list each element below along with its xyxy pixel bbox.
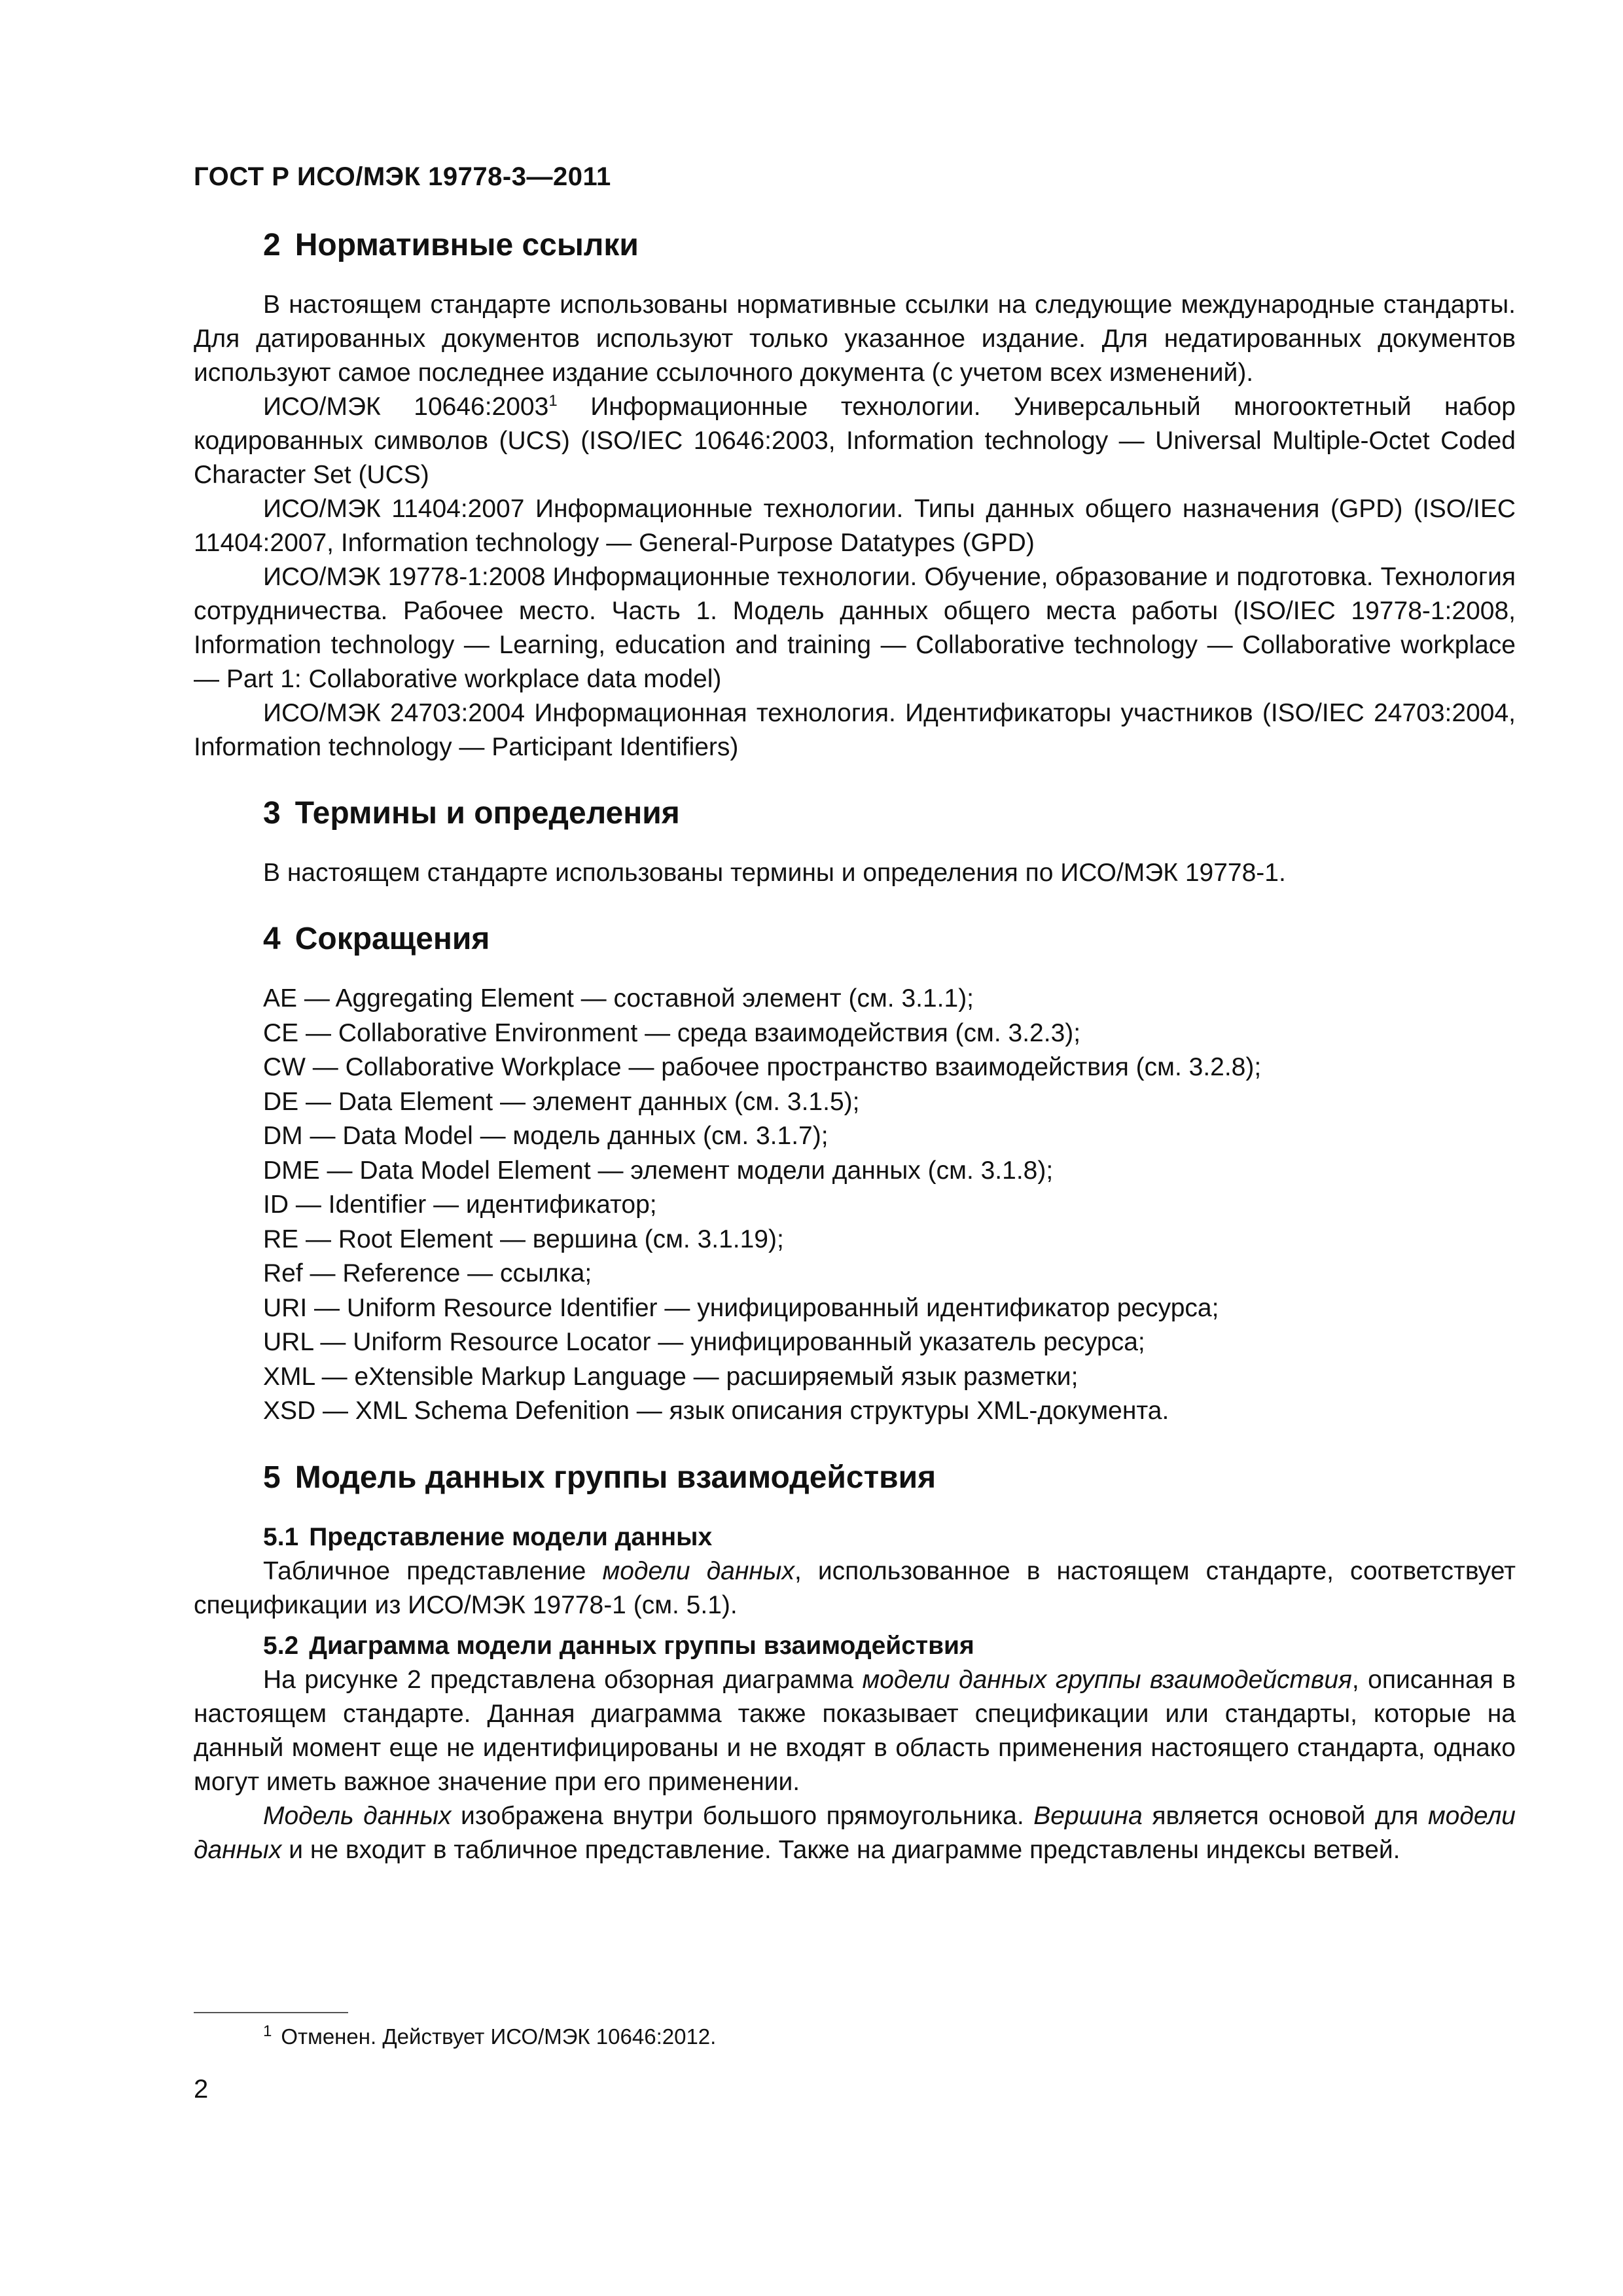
subsection-5-2-title: Диаграмма модели данных группы взаимодействия [309,1631,974,1660]
text-run: Табличное представление [263,1556,603,1585]
text-run: является основой для [1142,1801,1428,1830]
section-4-number: 4 [263,922,281,956]
section-3-number: 3 [263,796,281,831]
abbreviation-item: XML — eXtensible Markup Language — расширяемый язык разметки; [263,1362,1079,1391]
section-3-title: Термины и определения [294,796,680,831]
text-run: и не входит в табличное представление. Также на диаграмме представлены индексы ветвей. [281,1835,1400,1864]
subsection-5-2-number: 5.2 [263,1631,299,1660]
section-2-number: 2 [263,228,281,262]
italic-term: Модель данных [263,1801,452,1830]
abbreviations-list [194,982,1516,1429]
subsection-5-1-heading [194,1520,1516,1554]
subsection-5-2-paragraph-1 [194,1663,1516,1799]
section-5-heading [194,1455,1516,1501]
footnote-divider [194,2012,348,2013]
page-number: 2 [194,2075,209,2104]
abbreviation-item: DE — Data Element — элемент данных (см. 3.1.5); [263,1087,860,1116]
italic-term: модели данных [602,1556,794,1585]
normative-ref-iso24703: ИСО/МЭК 24703:2004 Информационная технология. Идентификаторы участников (ISO/IEC 24703:2004, Information technology — Participant Identifiers) [194,699,1516,761]
section-2-heading [194,223,1516,268]
page-content [194,223,1516,1867]
subsection-5-2-heading [194,1629,1516,1663]
section-3-text: В настоящем стандарте использованы термины и определения по ИСО/МЭК 19778-1. [263,859,1286,887]
abbreviation-item: AE — Aggregating Element — составной элемент (см. 3.1.1); [263,984,974,1013]
subsection-5-1-number: 5.1 [263,1522,299,1551]
abbreviation-item: CW — Collaborative Workplace — рабочее пространство взаимодействия (см. 3.2.8); [263,1053,1262,1081]
footnote-text: Отменен. Действует ИСО/МЭК 10646:2012. [281,2024,717,2049]
footnote-ref-mark: 1 [548,392,558,410]
abbreviation-item: CE — Collaborative Environment — среда взаимодействия (см. 3.2.3); [263,1018,1081,1047]
abbreviation-item: URL — Uniform Resource Locator — унифицированный указатель ресурса; [263,1328,1145,1356]
abbreviation-item: DM — Data Model — модель данных (см. 3.1.7); [263,1122,829,1150]
abbreviation-item: ID — Identifier — идентификатор; [263,1191,657,1219]
abbreviation-item: XSD — XML Schema Defenition — язык описания структуры XML-документа. [263,1397,1169,1425]
footnote-mark: 1 [263,2022,272,2040]
subsection-5-2-paragraph-2 [194,1799,1516,1867]
italic-term: Вершина [1033,1801,1143,1830]
ref1-post: Информационные технологии. Универсальный многооктетный набор кодированных символов (UCS) (ISO/IEC 10646:2003, Information technology — Universal Multiple-Octet Coded Character Set (UCS) [194,393,1516,489]
section-5-title: Модель данных группы взаимодействия [294,1460,936,1495]
italic-term: модели данных группы взаимодействия [862,1665,1352,1694]
document-header-standard-id: ГОСТ Р ИСО/МЭК 19778-3—2011 [194,162,611,191]
abbreviation-item: Ref — Reference — ссылка; [263,1259,592,1287]
subsection-5-1-text [194,1554,1516,1623]
text-run: изображена внутри большого прямоугольника. [451,1801,1034,1830]
section-4-title: Сокращения [294,922,490,956]
section-2-title: Нормативные ссылки [294,228,639,262]
section-3-heading [194,791,1516,836]
abbreviation-item: DME — Data Model Element — элемент модели данных (см. 3.1.8); [263,1156,1054,1185]
normative-ref-iso11404: ИСО/МЭК 11404:2007 Информационные технологии. Типы данных общего назначения (GPD) (ISO/IEC 11404:2007, Information technology — General-Purpose Datatypes (GPD) [194,495,1516,557]
normative-ref-iso19778-1: ИСО/МЭК 19778-1:2008 Информационные технологии. Обучение, образование и подготовка. Технология сотрудничества. Рабочее место. Часть 1. Модель данных общего места работы (ISO/IEC 19778-1:2008, Information technology — Learning, education and training — Collaborative technology — Collaborative workplace — Part 1: Collaborative workplace data model) [194,563,1516,693]
text-run: , использованное в настоящем стандарте, соответствует спецификации из ИСО/МЭК 19778-1 (см. 5.1). [194,1556,1516,1619]
section-5-number: 5 [263,1460,281,1495]
section-4-heading [194,916,1516,962]
subsection-5-1-title: Представление модели данных [309,1522,713,1551]
abbreviation-item: RE — Root Element — вершина (см. 3.1.19); [263,1225,784,1253]
footnote [263,2022,716,2051]
section-2-intro: В настоящем стандарте использованы нормативные ссылки на следующие международные стандарты. Для датированных документов используют только указанное издание. Для недатированных документов используют самое последнее издание ссылочного документа (с учетом всех изменений). [194,291,1516,387]
abbreviation-item: URI — Uniform Resource Identifier — унифицированный идентификатор ресурса; [263,1293,1219,1322]
text-run: На рисунке 2 представлена обзорная диаграмма [263,1665,863,1694]
normative-ref-iso10646 [194,390,1516,492]
text-run: , описанная в настоящем стандарте. Данная диаграмма также показывает спецификации или стандарты, которые на данный момент еще не идентифицированы и не входят в область применения настоящего стандарта, однако могут иметь важное значение при его применении. [194,1665,1516,1796]
ref1-pre: ИСО/МЭК 10646:2003 [263,393,549,421]
italic-term: модели данных [194,1801,1516,1864]
